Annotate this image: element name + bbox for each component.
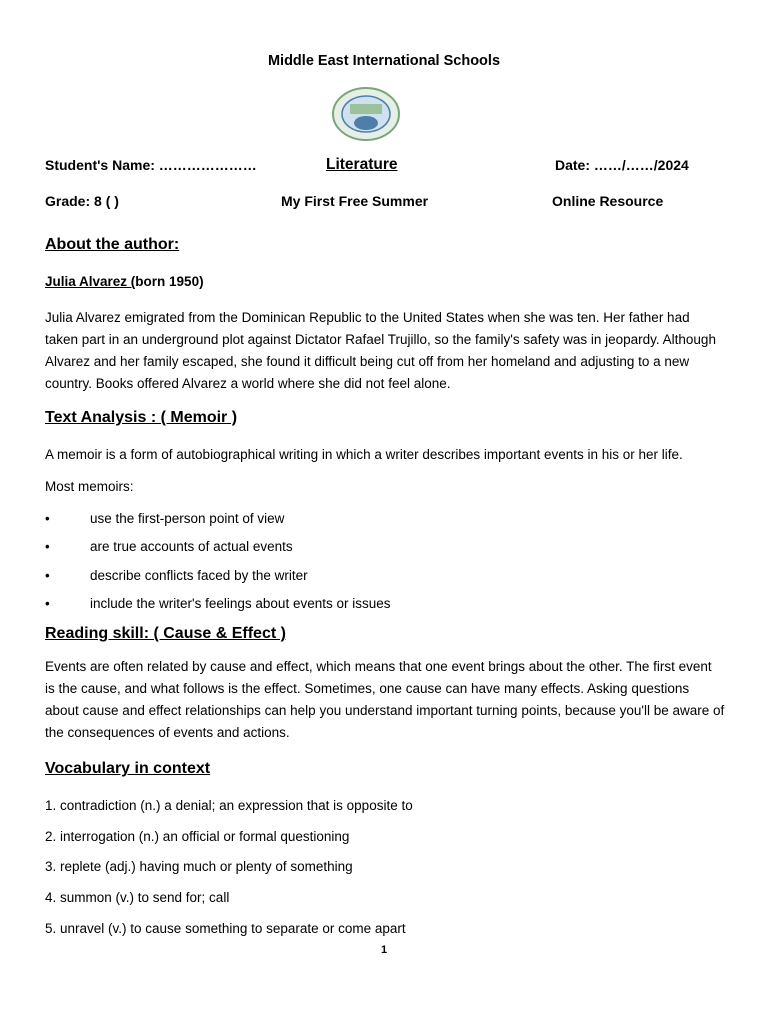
vocabulary-item: 3. replete (adj.) having much or plenty of something [45, 859, 353, 874]
bullet-icon: • [45, 596, 50, 611]
date-field: Date: ……/……/2024 [555, 157, 689, 173]
vocabulary-item: 4. summon (v.) to send for; call [45, 890, 230, 905]
author-name [45, 274, 204, 289]
text-analysis-heading: Text Analysis : ( Memoir ) [45, 409, 238, 426]
grade-field: Grade: 8 ( ) [45, 193, 119, 209]
subject-label: Literature [326, 156, 398, 173]
vocabulary-item: 1. contradiction (n.) a denial; an expression that is opposite to [45, 798, 413, 813]
vocabulary-item: 2. interrogation (n.) an official or formal questioning [45, 829, 350, 844]
resource-label: Online Resource [552, 193, 664, 209]
memoir-bullet: are true accounts of actual events [90, 539, 293, 554]
memoir-bullet: describe conflicts faced by the writer [90, 568, 308, 583]
author-heading: About the author: [45, 236, 180, 253]
memoir-bullet: use the first-person point of view [90, 511, 285, 526]
vocabulary-heading: Vocabulary in context [45, 760, 211, 777]
student-name-field: Student's Name: ………………… [45, 157, 257, 173]
author-name-underlined: Julia Alvarez ( [45, 274, 136, 289]
school-name: Middle East International Schools [267, 53, 501, 69]
author-birth: born 1950) [135, 274, 204, 289]
memoir-definition: A memoir is a form of autobiographical writing in which a writer describes important events in his or her life. [45, 447, 683, 462]
author-bio: Julia Alvarez emigrated from the Dominican Republic to the United States when she was ten. Her father had taken part in an underground plot against Dictator Rafael Trujillo, so the family's safety was in jeopardy. Although Alvarez and her family escaped, she found it difficult being cut off from her homeland and adjusting to a new country. Books offered Alvarez a world where she did not feel alone. [45, 310, 716, 391]
reading-skill-text: Events are often related by cause and effect, which means that one event brings about the other. The first event is the cause, and what follows is the effect. Sometimes, one cause can have many effects. Asking questions about cause and effect relationships can help you understand important turning points, because you'll be aware of the consequences of events and actions. [45, 659, 725, 740]
bullet-icon: • [45, 511, 50, 526]
bullet-icon: • [45, 539, 50, 554]
reading-skill-heading: Reading skill: ( Cause & Effect ) [45, 625, 286, 642]
vocabulary-item: 5. unravel (v.) to cause something to separate or come apart [45, 921, 406, 936]
memoir-intro: Most memoirs: [45, 479, 134, 494]
lesson-title: My First Free Summer [281, 193, 429, 209]
school-logo [330, 86, 402, 142]
page-number: 1 [380, 944, 388, 956]
memoir-bullet: include the writer's feelings about events or issues [90, 596, 391, 611]
bullet-icon: • [45, 568, 50, 583]
